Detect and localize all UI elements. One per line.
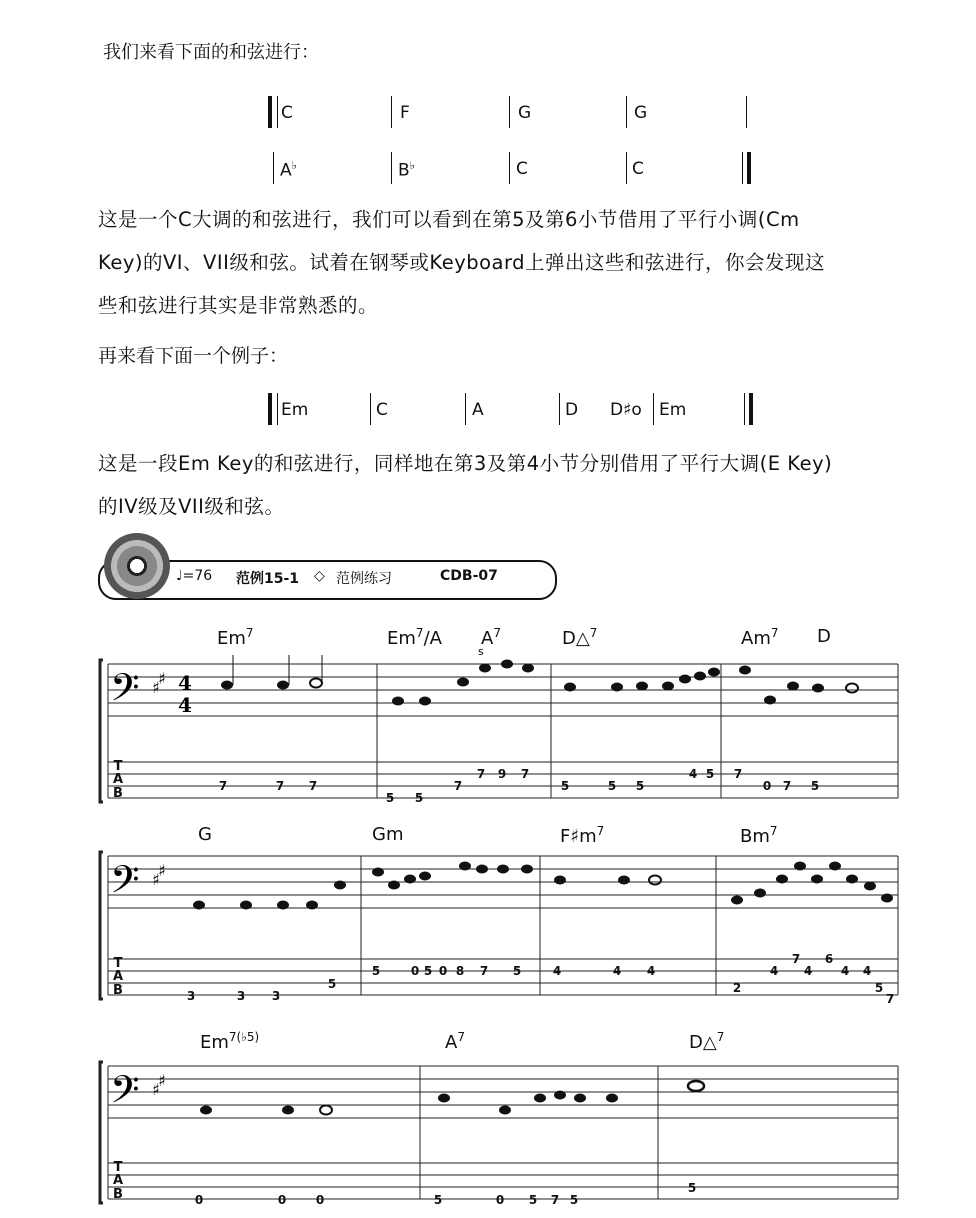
cd-track-code: CDB-07 <box>440 568 498 584</box>
svg-text:5: 5 <box>635 779 645 793</box>
svg-text:5: 5 <box>414 791 424 805</box>
svg-text:5: 5 <box>423 964 433 978</box>
svg-text:♯: ♯ <box>158 669 166 688</box>
chord-symbol: F <box>400 103 410 123</box>
chord-symbol: A <box>472 400 484 420</box>
chord-symbol: D <box>565 400 579 420</box>
svg-text:7: 7 <box>550 1193 560 1207</box>
svg-text:4: 4 <box>612 964 622 978</box>
chord-symbol: Em$^7$/A <box>387 626 442 649</box>
chord-symbol: Em <box>659 400 687 420</box>
svg-text:B: B <box>113 983 123 998</box>
paragraph-line: 这是一个C大调的和弦进行，我们可以看到在第5及第6小节借用了平行小调(Cm <box>98 208 800 231</box>
tempo-marking: ♩=76 <box>176 568 213 584</box>
chord-symbol: Bm$^7$ <box>740 824 778 847</box>
svg-text:7: 7 <box>733 767 743 781</box>
svg-text:T: T <box>113 759 123 774</box>
chord-symbol: Em <box>281 400 309 420</box>
svg-text:♯: ♯ <box>158 1071 166 1090</box>
svg-text:♯: ♯ <box>152 678 160 697</box>
chord-symbol: $A^7$ <box>445 1030 465 1053</box>
chord-symbol: B♭ <box>398 159 415 181</box>
svg-text:5: 5 <box>371 964 381 978</box>
svg-text:T: T <box>113 956 123 971</box>
svg-text:5: 5 <box>705 767 715 781</box>
svg-text:7: 7 <box>453 779 463 793</box>
paragraph-line: 这是一段Em Key的和弦进行，同样地在第3及第4小节分别借用了平行大调(E Key) <box>98 452 833 475</box>
svg-text:0: 0 <box>438 964 448 978</box>
svg-text:7: 7 <box>885 992 895 1006</box>
paragraph-line: 的IV级及VII级和弦。 <box>98 495 285 518</box>
svg-text:B: B <box>113 786 123 801</box>
paragraph-line: 些和弦进行其实是非常熟悉的。 <box>98 294 379 317</box>
svg-text:4: 4 <box>769 964 779 978</box>
svg-text:♯: ♯ <box>152 870 160 889</box>
svg-text:T: T <box>113 1160 123 1175</box>
svg-text:6: 6 <box>824 952 834 966</box>
chord-symbol: C <box>376 400 388 420</box>
paragraph-line: Key)的VI、VII级和弦。试着在钢琴或Keyboard上弹出这些和弦进行，你会发现这 <box>98 251 826 274</box>
svg-text:7: 7 <box>791 952 801 966</box>
svg-text:5: 5 <box>687 1181 697 1195</box>
svg-text:4: 4 <box>178 693 192 717</box>
svg-text:5: 5 <box>385 791 395 805</box>
chord-symbol: G <box>518 103 532 123</box>
svg-text:2: 2 <box>732 981 742 995</box>
chord-symbol: G <box>634 103 648 123</box>
svg-text:A: A <box>112 772 124 787</box>
example-intro: 再来看下面一个例子： <box>98 345 289 367</box>
svg-text:5: 5 <box>810 779 820 793</box>
svg-text:7: 7 <box>782 779 792 793</box>
svg-text:4: 4 <box>552 964 562 978</box>
svg-text:7: 7 <box>308 779 318 793</box>
chord-symbol: Am$^7$ <box>741 626 779 649</box>
svg-text:B: B <box>113 1187 123 1202</box>
svg-text:5: 5 <box>607 779 617 793</box>
svg-text:𝄢: 𝄢 <box>110 1067 140 1121</box>
svg-text:4: 4 <box>803 964 813 978</box>
chord-symbol: C <box>281 103 293 123</box>
chord-symbol: D <box>817 626 831 647</box>
svg-text:0: 0 <box>495 1193 505 1207</box>
svg-text:♯: ♯ <box>152 1080 160 1099</box>
svg-text:0: 0 <box>277 1193 287 1207</box>
svg-text:♯: ♯ <box>158 861 166 880</box>
chord-symbol: $A^7$ <box>481 626 501 649</box>
chord-symbol: D△$^7$ <box>562 626 598 649</box>
svg-text:4: 4 <box>840 964 850 978</box>
svg-text:4: 4 <box>178 671 192 695</box>
svg-text:7: 7 <box>218 779 228 793</box>
chord-symbol: C <box>516 159 528 179</box>
svg-text:7: 7 <box>476 767 486 781</box>
chord-symbol: D△$^7$ <box>689 1030 725 1053</box>
svg-text:A: A <box>112 969 124 984</box>
example-number: 范例15-1 <box>236 571 300 587</box>
svg-text:4: 4 <box>646 964 656 978</box>
svg-text:7: 7 <box>479 964 489 978</box>
svg-text:5: 5 <box>874 981 884 995</box>
chord-symbol: A♭ <box>280 159 297 181</box>
svg-text:A: A <box>112 1173 124 1188</box>
svg-text:0: 0 <box>410 964 420 978</box>
svg-text:7: 7 <box>520 767 530 781</box>
svg-text:4: 4 <box>688 767 698 781</box>
svg-text:0: 0 <box>194 1193 204 1207</box>
diamond-icon: ◇ <box>314 568 325 584</box>
svg-text:5: 5 <box>512 964 522 978</box>
intro-text: 我们来看下面的和弦进行： <box>103 42 319 63</box>
chord-symbol: C <box>632 159 644 179</box>
svg-text:7: 7 <box>275 779 285 793</box>
example-label: 范例练习 <box>336 571 392 587</box>
svg-text:3: 3 <box>271 989 281 1003</box>
svg-text:5: 5 <box>433 1193 443 1207</box>
svg-text:9: 9 <box>497 767 507 781</box>
chord-symbol: Gm <box>372 824 404 845</box>
svg-text:0: 0 <box>762 779 772 793</box>
svg-text:3: 3 <box>236 989 246 1003</box>
svg-text:𝄢: 𝄢 <box>110 857 140 911</box>
chord-symbol: Em$^7$ <box>217 626 254 649</box>
svg-text:5: 5 <box>327 977 337 991</box>
chord-symbol: $F♯m^7$ <box>560 824 605 847</box>
svg-text:5: 5 <box>528 1193 538 1207</box>
svg-text:0: 0 <box>315 1193 325 1207</box>
svg-text:5: 5 <box>560 779 570 793</box>
chord-symbol: G <box>198 824 212 845</box>
svg-text:s: s <box>478 645 484 658</box>
svg-text:3: 3 <box>186 989 196 1003</box>
svg-text:8: 8 <box>455 964 465 978</box>
chord-symbol: $Em^{7(♭5)}$ <box>200 1030 260 1053</box>
svg-text:4: 4 <box>862 964 872 978</box>
svg-text:𝄢: 𝄢 <box>110 665 140 719</box>
chord-symbol: D♯o <box>610 400 642 420</box>
svg-text:5: 5 <box>569 1193 579 1207</box>
